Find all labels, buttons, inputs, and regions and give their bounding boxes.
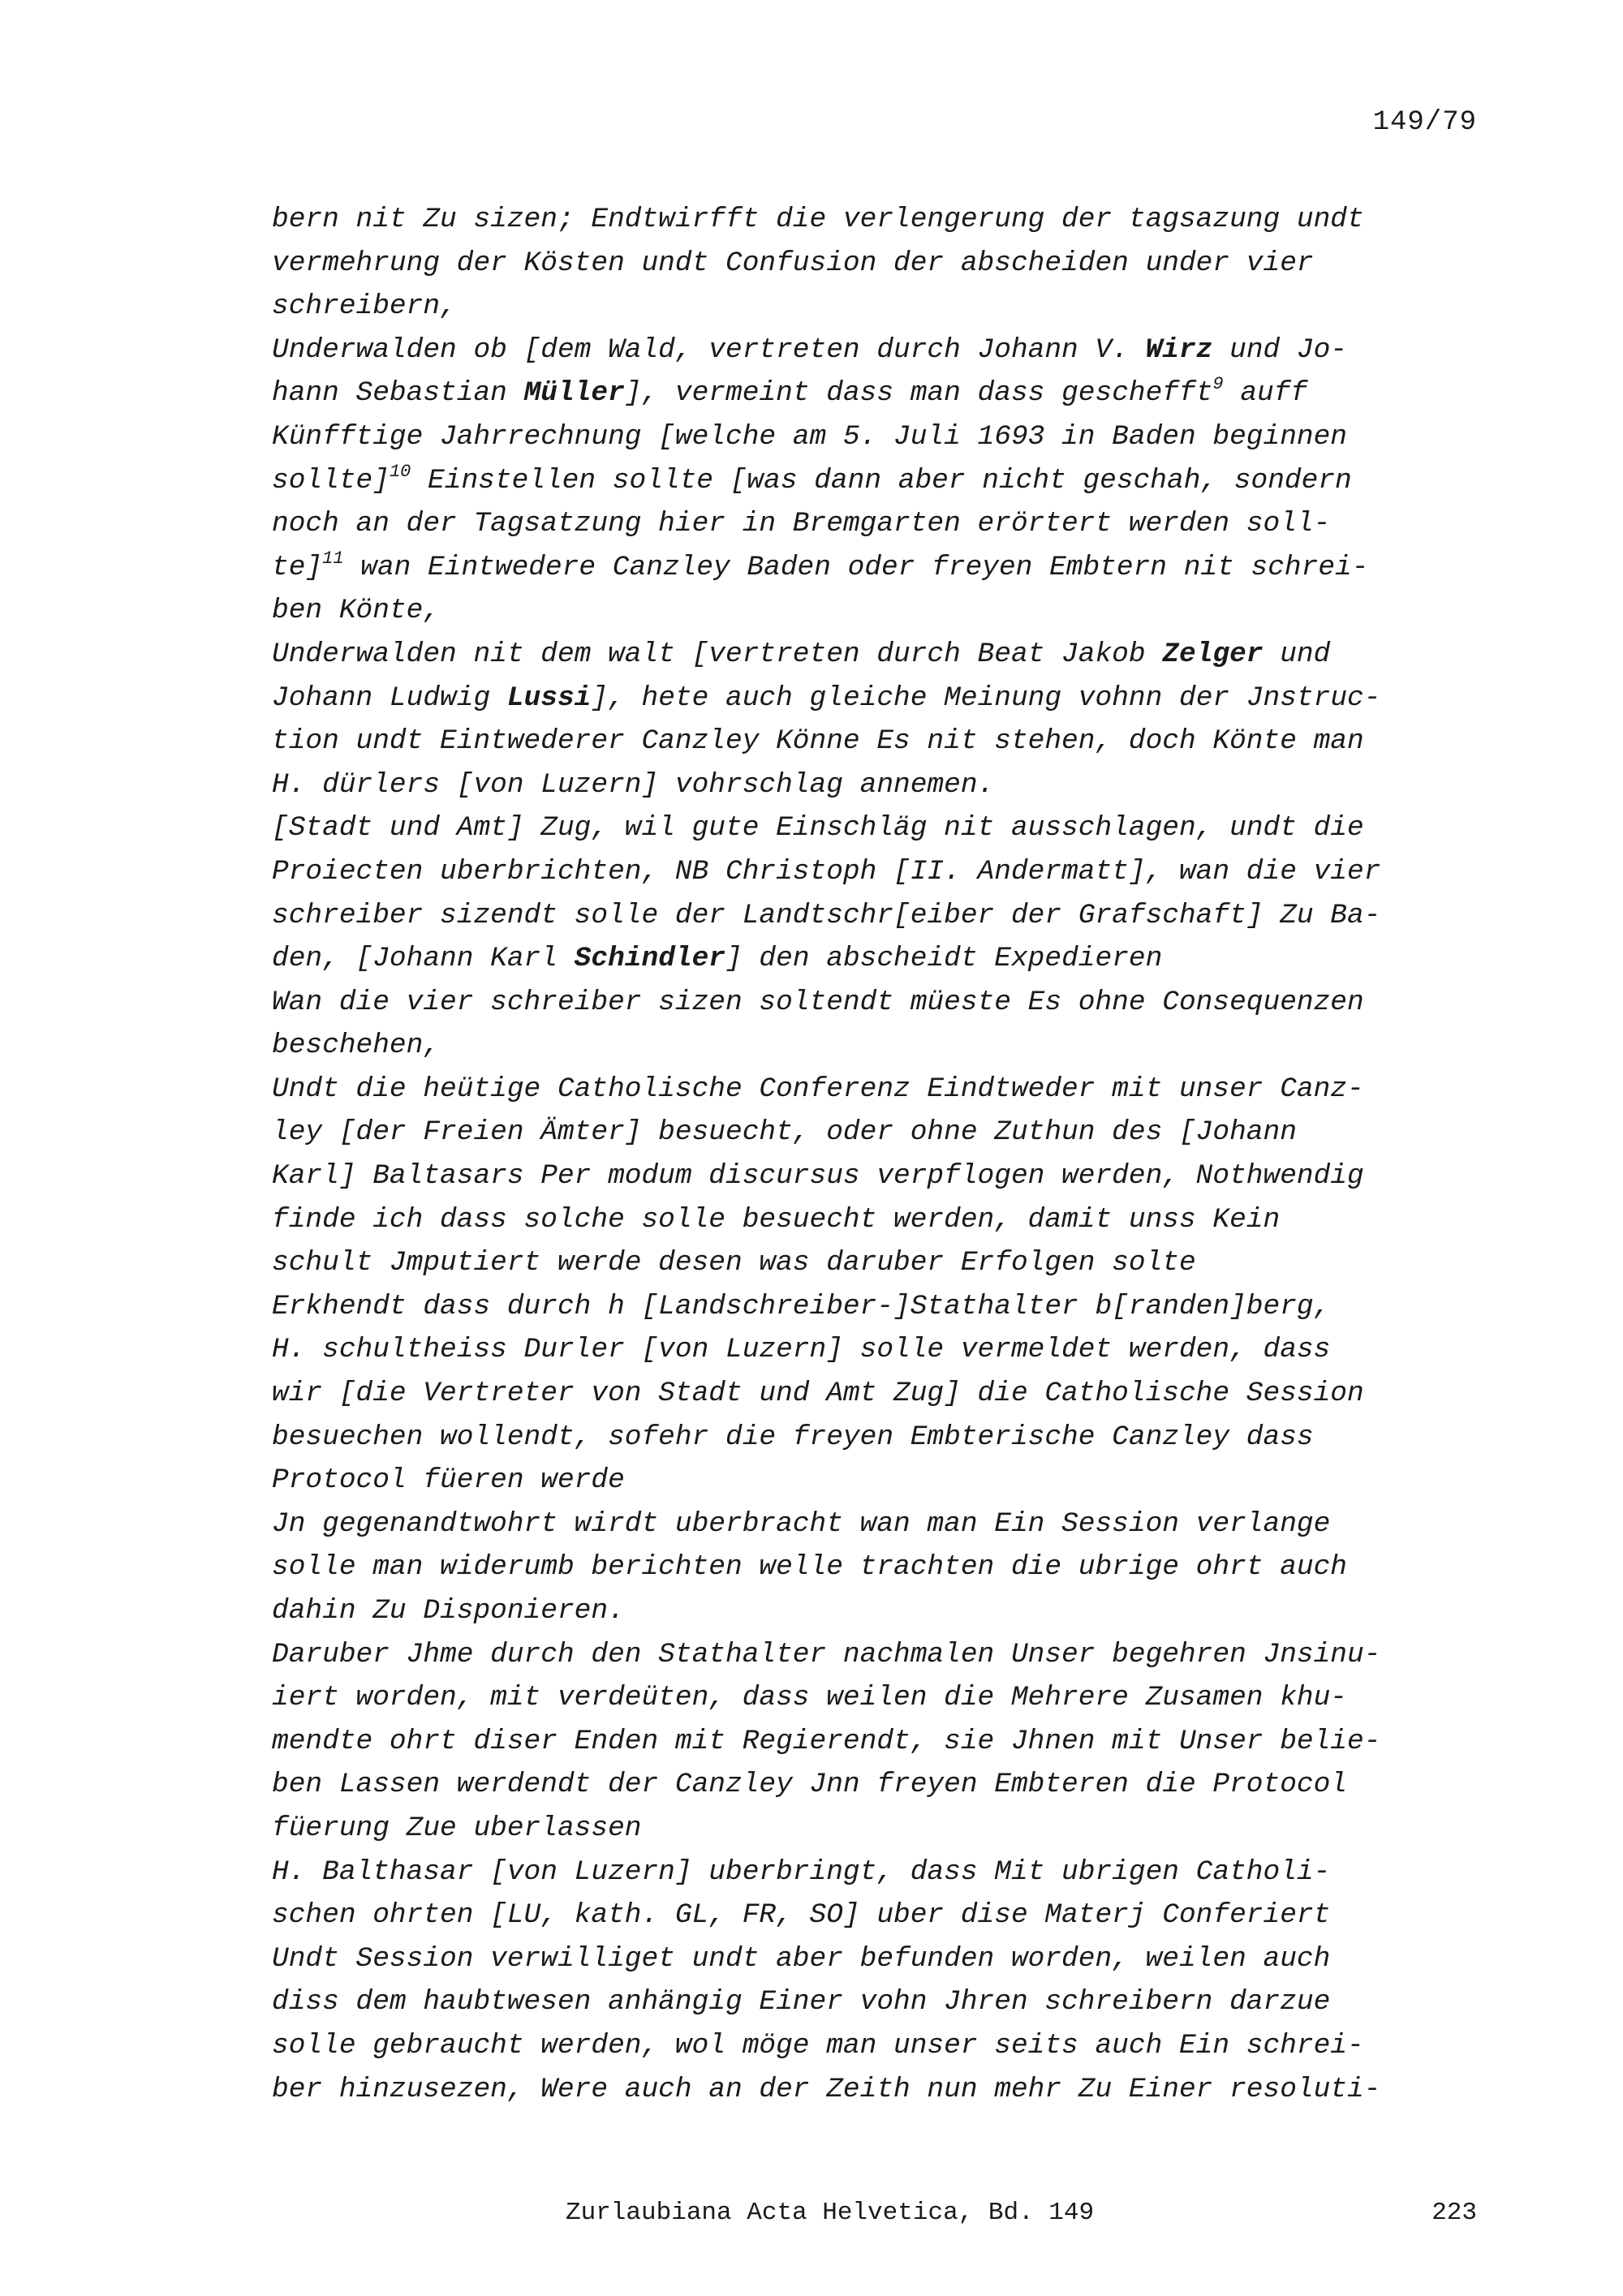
text-segment: ] den abscheidt Expedieren — [725, 943, 1163, 975]
text-line — [272, 372, 1489, 415]
text-segment: solle gebraucht werden, wol möge man unser seits auch Ein schrei- — [272, 2029, 1364, 2062]
text-line — [272, 502, 1489, 546]
text-segment: den, [Johann Karl — [272, 943, 575, 975]
text-line — [272, 850, 1489, 894]
text-segment: sollte] — [272, 464, 390, 497]
text-line — [272, 1589, 1489, 1633]
text-line — [272, 1937, 1489, 1981]
text-segment: schreiber sizendt solle der Landtschr[eiber der Grafschaft] Zu Ba- — [272, 899, 1381, 931]
text-line — [272, 1763, 1489, 1807]
text-segment: Karl] Baltasars Per modum discursus verpflogen werden, Nothwendig — [272, 1160, 1364, 1193]
text-line — [272, 1676, 1489, 1720]
text-line — [272, 546, 1489, 590]
text-line — [272, 1285, 1489, 1329]
text-line — [272, 806, 1489, 850]
text-segment: füerung Zue uberlassen — [272, 1812, 642, 1844]
text-segment: ley [der Freien Ämter] besuecht, oder ohne Zuthun des [Johann — [272, 1116, 1297, 1149]
text-segment: auff — [1223, 377, 1308, 410]
text-line — [272, 1024, 1489, 1068]
text-segment: Protocol füeren werde — [272, 1464, 625, 1497]
text-line — [272, 1154, 1489, 1198]
text-segment: und — [1263, 638, 1331, 670]
footnote-marker: 10 — [389, 461, 411, 482]
text-segment: ber hinzusezen, Were auch an der Zeith nun mehr Zu Einer resoluti- — [272, 2073, 1381, 2105]
text-segment: wan Eintwedere Canzley Baden oder freyen Embtern nit schrei- — [343, 551, 1369, 583]
text-line — [272, 1851, 1489, 1894]
text-line — [272, 1111, 1489, 1154]
text-line — [272, 763, 1489, 807]
text-segment: Johann Ludwig — [272, 681, 507, 714]
text-segment: te] — [272, 551, 323, 583]
text-segment: H. dürlers [von Luzern] vohrschlag annemen. — [272, 768, 995, 801]
text-segment: hann Sebastian — [272, 377, 524, 410]
footer-title: Zurlaubiana Acta Helvetica, Bd. 149 — [566, 2199, 1095, 2227]
person-name: Zelger — [1162, 638, 1264, 670]
text-line — [272, 1241, 1489, 1285]
text-segment: H. Balthasar [von Luzern] uberbringt, dass Mit ubrigen Catholi- — [272, 1855, 1331, 1888]
text-line — [272, 589, 1489, 633]
person-name: Lussi — [506, 681, 592, 714]
text-segment: H. schultheiss Durler [von Luzern] solle vermeldet werden, dass — [272, 1334, 1331, 1366]
text-segment: vermehrung der Kösten undt Confusion der abscheiden under vier — [272, 247, 1314, 279]
text-segment: iert worden, mit verdeüten, dass weilen die Mehrere Zusamen khu- — [272, 1682, 1348, 1714]
text-segment: Wan die vier schreiber sizen soltendt müeste Es ohne Consequenzen — [272, 986, 1364, 1018]
text-segment: schult Jmputiert werde desen was daruber Erfolgen solte — [272, 1247, 1196, 1279]
text-segment: Einstellen sollte [was dann aber nicht geschah, sondern — [411, 464, 1352, 497]
text-segment: ben Könte, — [272, 595, 441, 627]
text-segment: Underwalden ob [dem Wald, vertreten durch Johann V. — [272, 333, 1146, 366]
person-name: Wirz — [1145, 333, 1213, 366]
text-segment: dahin Zu Disponieren. — [272, 1595, 625, 1627]
text-segment: mendte ohrt diser Enden mit Regierendt, sie Jhnen mit Unser belie- — [272, 1725, 1381, 1757]
text-line — [272, 981, 1489, 1025]
footnote-marker: 9 — [1212, 374, 1224, 395]
text-line — [272, 1894, 1489, 1937]
text-line — [272, 937, 1489, 981]
text-line — [272, 1980, 1489, 2024]
text-segment: noch an der Tagsatzung hier in Bremgarten erörtert werden soll- — [272, 508, 1331, 540]
document-body — [272, 198, 1489, 2111]
text-line — [272, 2024, 1489, 2068]
text-segment: bern nit Zu sizen; Endtwirfft die verlengerung der tagsazung undt — [272, 204, 1364, 235]
text-line — [272, 2068, 1489, 2112]
text-line — [272, 1503, 1489, 1546]
text-segment: schreibern, — [272, 290, 457, 323]
person-name: Müller — [523, 377, 625, 410]
text-segment: Künfftige Jahrrechnung [welche am 5. Juli 1693 in Baden beginnen — [272, 420, 1348, 453]
text-segment: Underwalden nit dem walt [vertreten durch Beat Jakob — [272, 638, 1163, 670]
text-line — [272, 677, 1489, 720]
text-line — [272, 285, 1489, 329]
text-segment: Proiecten uberbrichten, NB Christoph [II. Andermatt], wan die vier — [272, 855, 1381, 888]
page-reference: 149/79 — [1372, 107, 1477, 138]
text-segment: [Stadt und Amt] Zug, wil gute Einschläg nit ausschlagen, undt die — [272, 812, 1364, 845]
text-line — [272, 633, 1489, 677]
text-line — [272, 1807, 1489, 1851]
text-segment: schen ohrten [LU, kath. GL, FR, SO] uber dise Materj Conferiert — [272, 1899, 1331, 1932]
text-segment: diss dem haubtwesen anhängig Einer vohn Jhren schreibern darzue — [272, 1986, 1331, 2019]
text-segment: wir [die Vertreter von Stadt und Amt Zug] die Catholische Session — [272, 1378, 1364, 1410]
text-segment: tion undt Eintwederer Canzley Könne Es nit stehen, doch Könte man — [272, 725, 1364, 758]
text-segment: Erkhendt dass durch h [Landschreiber-]Stathalter b[randen]berg, — [272, 1290, 1331, 1322]
text-line — [272, 1372, 1489, 1416]
text-line — [272, 1459, 1489, 1503]
text-line — [272, 415, 1489, 459]
text-segment: solle man widerumb berichten welle trachten die ubrige ohrt auch — [272, 1551, 1348, 1584]
person-name: Schindler — [574, 943, 726, 975]
text-line — [272, 198, 1489, 242]
footer-page-number: 223 — [1431, 2199, 1477, 2227]
text-line — [272, 1546, 1489, 1589]
text-line — [272, 1416, 1489, 1460]
text-line — [272, 1068, 1489, 1111]
text-segment: finde ich dass solche solle besuecht werden, damit unss Kein — [272, 1203, 1281, 1236]
text-line — [272, 459, 1489, 503]
text-segment: ], hete auch gleiche Meinung vohnn der Jnstruc- — [591, 681, 1381, 714]
text-segment: besuechen wollendt, sofehr die freyen Embterische Canzley dass — [272, 1421, 1314, 1453]
text-segment: Undt die heütige Catholische Conferenz Eindtweder mit unser Canz- — [272, 1073, 1364, 1105]
text-line — [272, 1328, 1489, 1372]
text-segment: beschehen, — [272, 1030, 441, 1062]
text-segment: ], vermeint dass man dass geschefft — [624, 377, 1213, 410]
text-line — [272, 329, 1489, 372]
text-line — [272, 242, 1489, 286]
text-segment: Jn gegenandtwohrt wirdt uberbracht wan man Ein Session verlange — [272, 1507, 1331, 1540]
text-segment: Undt Session verwilliget undt aber befunden worden, weilen auch — [272, 1942, 1331, 1975]
text-segment: Daruber Jhme durch den Stathalter nachmalen Unser begehren Jnsinu- — [272, 1638, 1381, 1670]
text-line — [272, 1198, 1489, 1242]
text-line — [272, 1720, 1489, 1764]
text-segment: und Jo- — [1212, 333, 1348, 366]
text-line — [272, 894, 1489, 938]
text-segment: ben Lassen werdendt der Canzley Jnn freyen Embteren die Protocol — [272, 1769, 1348, 1801]
footnote-marker: 11 — [322, 548, 344, 569]
text-line — [272, 1633, 1489, 1677]
text-line — [272, 720, 1489, 763]
